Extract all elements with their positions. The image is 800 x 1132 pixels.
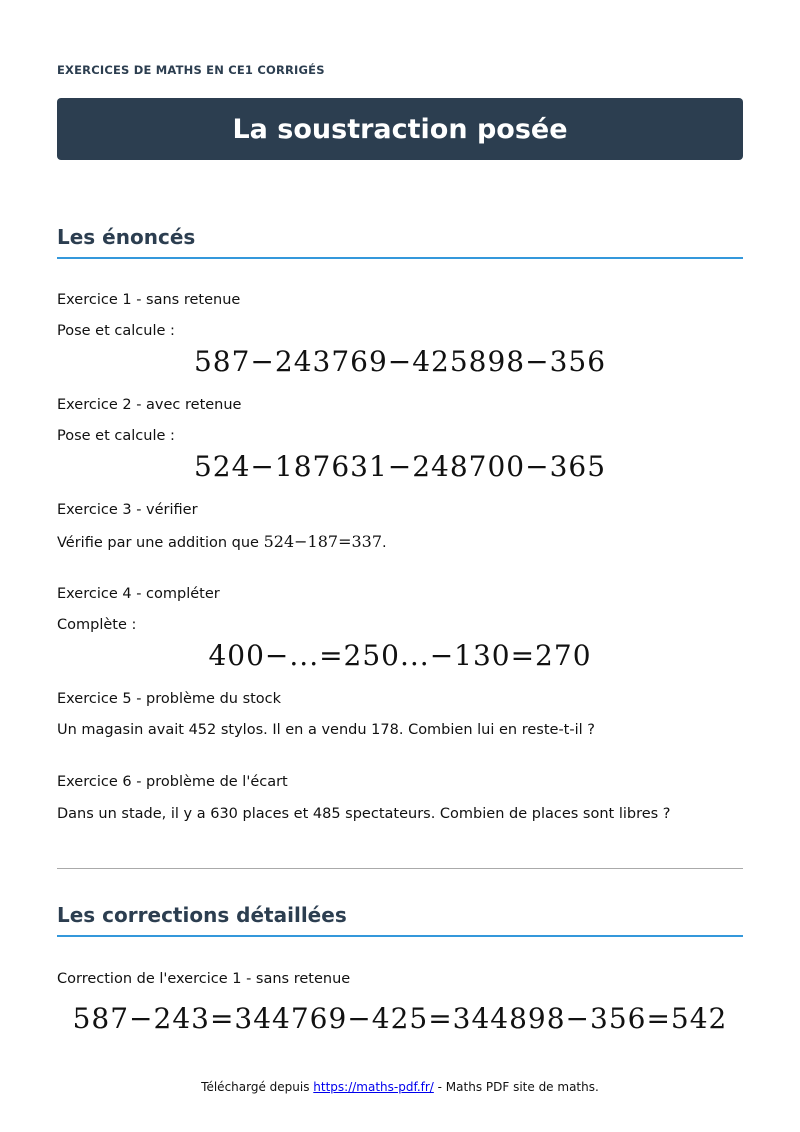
exercise-3-formula: 524−187=337 [263, 532, 383, 551]
section-heading-statements: Les énoncés [57, 225, 743, 259]
correction-1-formula: 587−243=344769−425=344898−356=542 [72, 1002, 728, 1035]
exercise-6-text: Dans un stade, il y a 630 places et 485 spectateurs. Combien de places sont libres ? [57, 806, 671, 822]
exercise-2-title: Exercice 2 - avec retenue [57, 397, 242, 413]
exercise-1-title: Exercice 1 - sans retenue [57, 292, 241, 308]
exercise-4-instruction: Complète : [57, 617, 137, 633]
page-kicker: EXERCICES DE MATHS EN CE1 CORRIGÉS [57, 63, 325, 77]
exercise-3-line [57, 532, 387, 551]
exercise-6-title: Exercice 6 - problème de l'écart [57, 774, 288, 790]
footer-link[interactable]: https://maths-pdf.fr/ [313, 1080, 434, 1094]
exercise-2-instruction: Pose et calcule : [57, 428, 175, 444]
exercise-1-formula: 587−243769−425898−356 [193, 345, 607, 378]
exercise-3-period: . [382, 535, 387, 551]
section-divider [57, 868, 743, 869]
page-footer [57, 1080, 743, 1094]
correction-1-title: Correction de l'exercice 1 - sans retenue [57, 971, 351, 987]
footer-prefix: Téléchargé depuis [201, 1080, 314, 1094]
exercise-5-text: Un magasin avait 452 stylos. Il en a vendu 178. Combien lui en reste-t-il ? [57, 722, 595, 738]
exercise-4-title: Exercice 4 - compléter [57, 586, 220, 602]
exercise-3-title: Exercice 3 - vérifier [57, 502, 198, 518]
exercise-2-formula: 524−187631−248700−365 [193, 450, 607, 483]
section-heading-corrections: Les corrections détaillées [57, 903, 743, 937]
exercise-5-title: Exercice 5 - problème du stock [57, 691, 282, 707]
exercise-3-instruction: Vérifie par une addition que [57, 535, 259, 551]
exercise-1-instruction: Pose et calcule : [57, 323, 175, 339]
page-title: La soustraction posée [232, 113, 568, 145]
footer-suffix: - Maths PDF site de maths. [433, 1080, 599, 1094]
title-banner [57, 98, 743, 160]
exercise-4-formula: 400−...=250...−130=270 [208, 639, 592, 672]
